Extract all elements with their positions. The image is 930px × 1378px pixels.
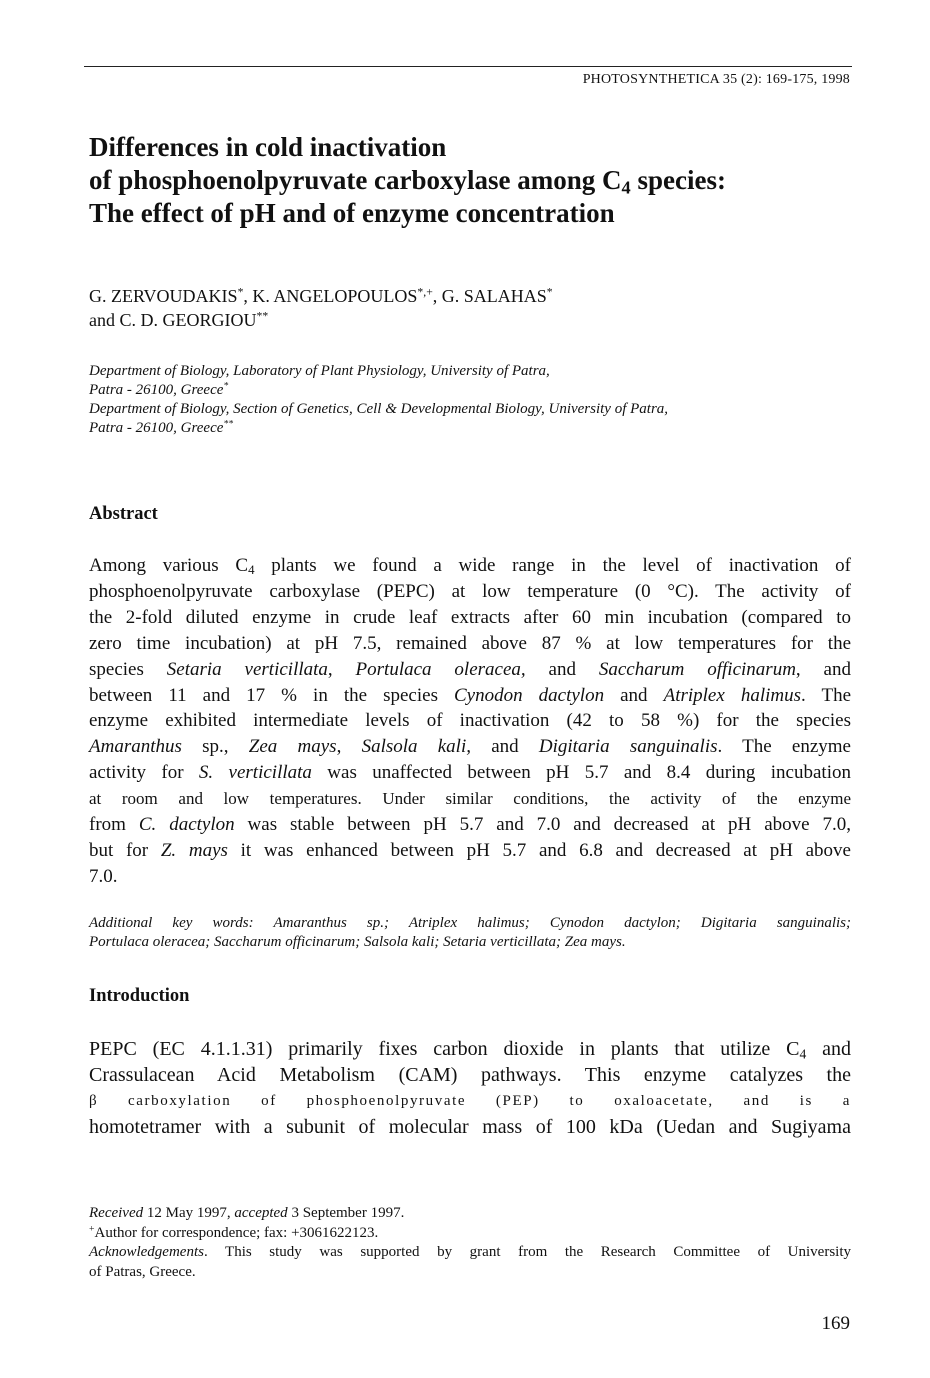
abstract-line: at room and low temperatures. Under similar conditions, the activity of the enzyme xyxy=(89,789,851,809)
key-words xyxy=(89,914,851,952)
author-list xyxy=(89,284,553,332)
abstract-text xyxy=(89,553,851,890)
keywords-line-2: Portulaca oleracea; Saccharum officinarum; Salsola kali; Setaria verticillata; Zea mays. xyxy=(89,934,626,950)
keywords-line-1: Additional key words: Amaranthus sp.; Atriplex halimus; Cynodon dactylon; Digitaria sanguinalis; xyxy=(89,915,851,931)
affiliation-2-line-1: Department of Biology, Section of Genetics, Cell & Developmental Biology, University of Patra, xyxy=(89,401,669,417)
intro-line: PEPC (EC 4.1.1.31) primarily fixes carbon dioxide in plants that utilize $C_4$ and xyxy=(89,1038,851,1062)
affiliation-2-line-2: Patra - 26100, Greece** xyxy=(89,418,234,436)
intro-line: β carboxylation of phosphoenolpyruvate (PEP) to oxaloacetate, and is a xyxy=(89,1093,851,1109)
abstract-line: enzyme exhibited intermediate levels of inactivation (42 to 58 %) for the species xyxy=(89,710,851,732)
abstract-line: 7.0. xyxy=(89,865,118,887)
abstract-line: species Setaria verticillata, Portulaca oleracea, and Saccharum officinarum, and xyxy=(89,658,851,680)
intro-line: homotetramer with a subunit of molecular mass of 100 kDa (Uedan and Sugiyama xyxy=(89,1116,851,1138)
abstract-line: from C. dactylon was stable between pH 5.7 and 7.0 and decreased at pH above 7.0, xyxy=(89,814,851,836)
abstract-line: activity for S. verticillata was unaffected between pH 5.7 and 8.4 during incubation xyxy=(89,762,851,784)
abstract-heading: Abstract xyxy=(89,504,158,524)
authors-line-2: and C. D. GEORGIOU** xyxy=(89,309,269,330)
title-line-3: The effect of pH and of enzyme concentration xyxy=(89,198,615,228)
correspondence-note: +Author for correspondence; fax: +3061622123. xyxy=(89,1223,379,1241)
abstract-line: between 11 and 17 % in the species Cynodon dactylon and Atriplex halimus. The xyxy=(89,684,851,706)
affiliation-1-line-2: Patra - 26100, Greece* xyxy=(89,380,229,398)
title-line-1: Differences in cold inactivation xyxy=(89,132,447,162)
journal-citation: PHOTOSYNTHETICA 35 (2): 169-175, 1998 xyxy=(582,72,850,87)
page-number: 169 xyxy=(821,1313,850,1334)
paper-title xyxy=(89,131,726,230)
abstract-line: Among various $C_4$ plants we found a wide range in the level of inactivation of xyxy=(89,555,851,578)
abstract-line: the 2-fold diluted enzyme in crude leaf extracts after 60 min incubation (compared to xyxy=(89,606,851,628)
abstract-line: phosphoenolpyruvate carboxylase (PEPC) at low temperature (0 °C). The activity of xyxy=(89,580,851,602)
abstract-line: zero time incubation) at pH 7.5, remained above 87 % at low temperatures for the xyxy=(89,632,851,654)
received-note: Received 12 May 1997, accepted 3 September 1997. xyxy=(89,1205,405,1221)
affiliations xyxy=(89,362,668,438)
title-line-2: of phosphoenolpyruvate carboxylase among $C_4$ species: xyxy=(89,165,726,198)
abstract-line: but for Z. mays it was enhanced between pH 5.7 and 6.8 and decreased at pH above xyxy=(89,839,851,861)
introduction-heading: Introduction xyxy=(89,986,190,1006)
acknowledgements-note-line-2: of Patras, Greece. xyxy=(89,1263,196,1280)
footnotes xyxy=(89,1204,851,1282)
acknowledgements-note: Acknowledgements. This study was supported by grant from the Research Committee of University xyxy=(89,1244,851,1260)
affiliation-1-line-1: Department of Biology, Laboratory of Plant Physiology, University of Patra, xyxy=(89,363,550,379)
introduction-text xyxy=(89,1036,851,1140)
intro-line: Crassulacean Acid Metabolism (CAM) pathways. This enzyme catalyzes the xyxy=(89,1064,851,1086)
header-rule xyxy=(84,66,852,67)
abstract-line: Amaranthus sp., Zea mays, Salsola kali, and Digitaria sanguinalis. The enzyme xyxy=(89,736,851,758)
authors-line-1: G. ZERVOUDAKIS*, K. ANGELOPOULOS*,+, G. SALAHAS* xyxy=(89,285,553,306)
